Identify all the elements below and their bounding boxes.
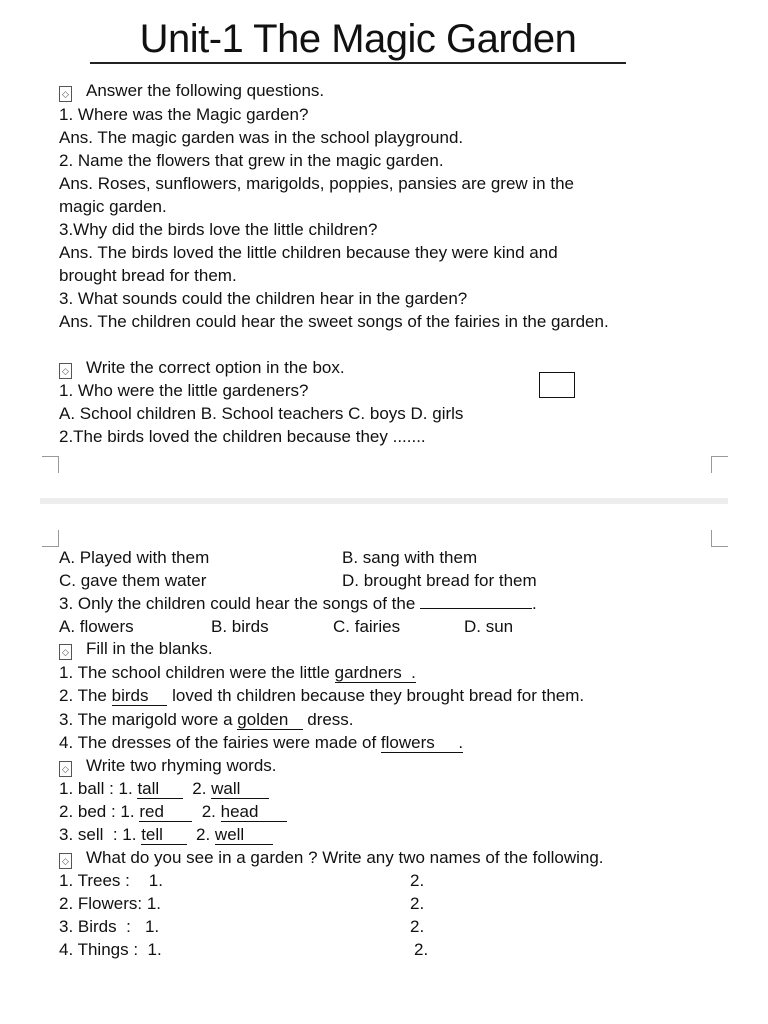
fill-blank-item: 1. The school children were the little gardners . bbox=[59, 663, 416, 682]
mcq-option: A. flowers bbox=[59, 617, 134, 636]
bullet-icon: ◇ bbox=[59, 644, 72, 660]
filled-answer: golden bbox=[237, 710, 303, 729]
garden-row-second: 2. bbox=[410, 917, 425, 936]
filled-answer: flowers . bbox=[380, 733, 464, 752]
mcq-option: B. birds bbox=[211, 617, 269, 636]
page-break-divider bbox=[40, 498, 728, 504]
bullet-icon: ◇ bbox=[59, 761, 72, 777]
filled-answer: birds bbox=[111, 686, 168, 705]
mcq-question: 1. Who were the little gardeners? bbox=[59, 381, 309, 400]
filled-answer: wall bbox=[211, 779, 269, 798]
mcq-question: 3. Only the children could hear the songs of the . bbox=[59, 594, 537, 613]
mcq-options: A. School children B. School teachers C. boys D. girls bbox=[59, 404, 464, 423]
section-heading-answer-questions: ◇ Answer the following questions. bbox=[59, 80, 324, 102]
garden-row-label: 1. Trees : 1. bbox=[59, 871, 163, 890]
section-heading-garden-names: ◇ What do you see in a garden ? Write any two names of the following. bbox=[59, 847, 604, 869]
page-corner-mark bbox=[42, 530, 59, 547]
garden-row-second: 2. bbox=[414, 940, 429, 959]
mcq-option: D. brought bread for them bbox=[342, 571, 537, 590]
rhyme-row: 1. ball : 1. tall 2. wall bbox=[59, 779, 269, 798]
mcq-option: A. Played with them bbox=[59, 548, 210, 567]
filled-answer: head bbox=[220, 802, 287, 821]
mcq-option: C. fairies bbox=[333, 617, 401, 636]
blank-line[interactable] bbox=[420, 594, 532, 609]
mcq-option: B. sang with them bbox=[342, 548, 478, 567]
page-corner-mark bbox=[711, 456, 728, 473]
filled-answer: tall bbox=[137, 779, 183, 798]
filled-answer: well bbox=[214, 825, 273, 844]
answer-box[interactable] bbox=[539, 372, 575, 398]
bullet-icon: ◇ bbox=[59, 853, 72, 869]
question-line: 2. Name the flowers that grew in the magic garden. bbox=[59, 151, 444, 170]
question-line: 3.Why did the birds love the little children? bbox=[59, 220, 378, 239]
garden-row-second: 2. bbox=[410, 871, 425, 890]
answer-line: Ans. The birds loved the little children because they were kind and bbox=[59, 243, 558, 262]
section-heading-rhyming-words: ◇ Write two rhyming words. bbox=[59, 755, 277, 777]
section-heading-correct-option: ◇ Write the correct option in the box. bbox=[59, 357, 345, 379]
garden-row-label: 4. Things : 1. bbox=[59, 940, 162, 959]
filled-answer: gardners . bbox=[334, 663, 416, 682]
mcq-option: C. gave them water bbox=[59, 571, 207, 590]
fill-blank-item: 2. The birds loved th children because they brought bread for them. bbox=[59, 686, 585, 705]
section-heading-fill-blanks: ◇ Fill in the blanks. bbox=[59, 638, 213, 660]
page-title: Unit-1 The Magic Garden bbox=[90, 16, 626, 64]
mcq-question: 2.The birds loved the children because they ....... bbox=[59, 427, 426, 446]
mcq-option: D. sun bbox=[464, 617, 514, 636]
rhyme-row: 3. sell : 1. tell 2. well bbox=[59, 825, 273, 844]
filled-answer: tell bbox=[141, 825, 187, 844]
question-line: 1. Where was the Magic garden? bbox=[59, 105, 309, 124]
filled-answer: red bbox=[139, 802, 193, 821]
garden-row-label: 2. Flowers: 1. bbox=[59, 894, 162, 913]
answer-line: magic garden. bbox=[59, 197, 167, 216]
fill-blank-item: 4. The dresses of the fairies were made of flowers . bbox=[59, 733, 464, 752]
garden-row-label: 3. Birds : 1. bbox=[59, 917, 160, 936]
page-corner-mark bbox=[711, 530, 728, 547]
bullet-icon: ◇ bbox=[59, 86, 72, 102]
page-corner-mark bbox=[42, 456, 59, 473]
bullet-icon: ◇ bbox=[59, 363, 72, 379]
answer-line: Ans. The children could hear the sweet songs of the fairies in the garden. bbox=[59, 312, 609, 331]
answer-line: Ans. The magic garden was in the school playground. bbox=[59, 128, 464, 147]
fill-blank-item: 3. The marigold wore a golden dress. bbox=[59, 710, 354, 729]
garden-row-second: 2. bbox=[410, 894, 425, 913]
rhyme-row: 2. bed : 1. red 2. head bbox=[59, 802, 287, 821]
question-line: 3. What sounds could the children hear in the garden? bbox=[59, 289, 468, 308]
answer-line: Ans. Roses, sunflowers, marigolds, poppies, pansies are grew in the bbox=[59, 174, 574, 193]
answer-line: brought bread for them. bbox=[59, 266, 237, 285]
